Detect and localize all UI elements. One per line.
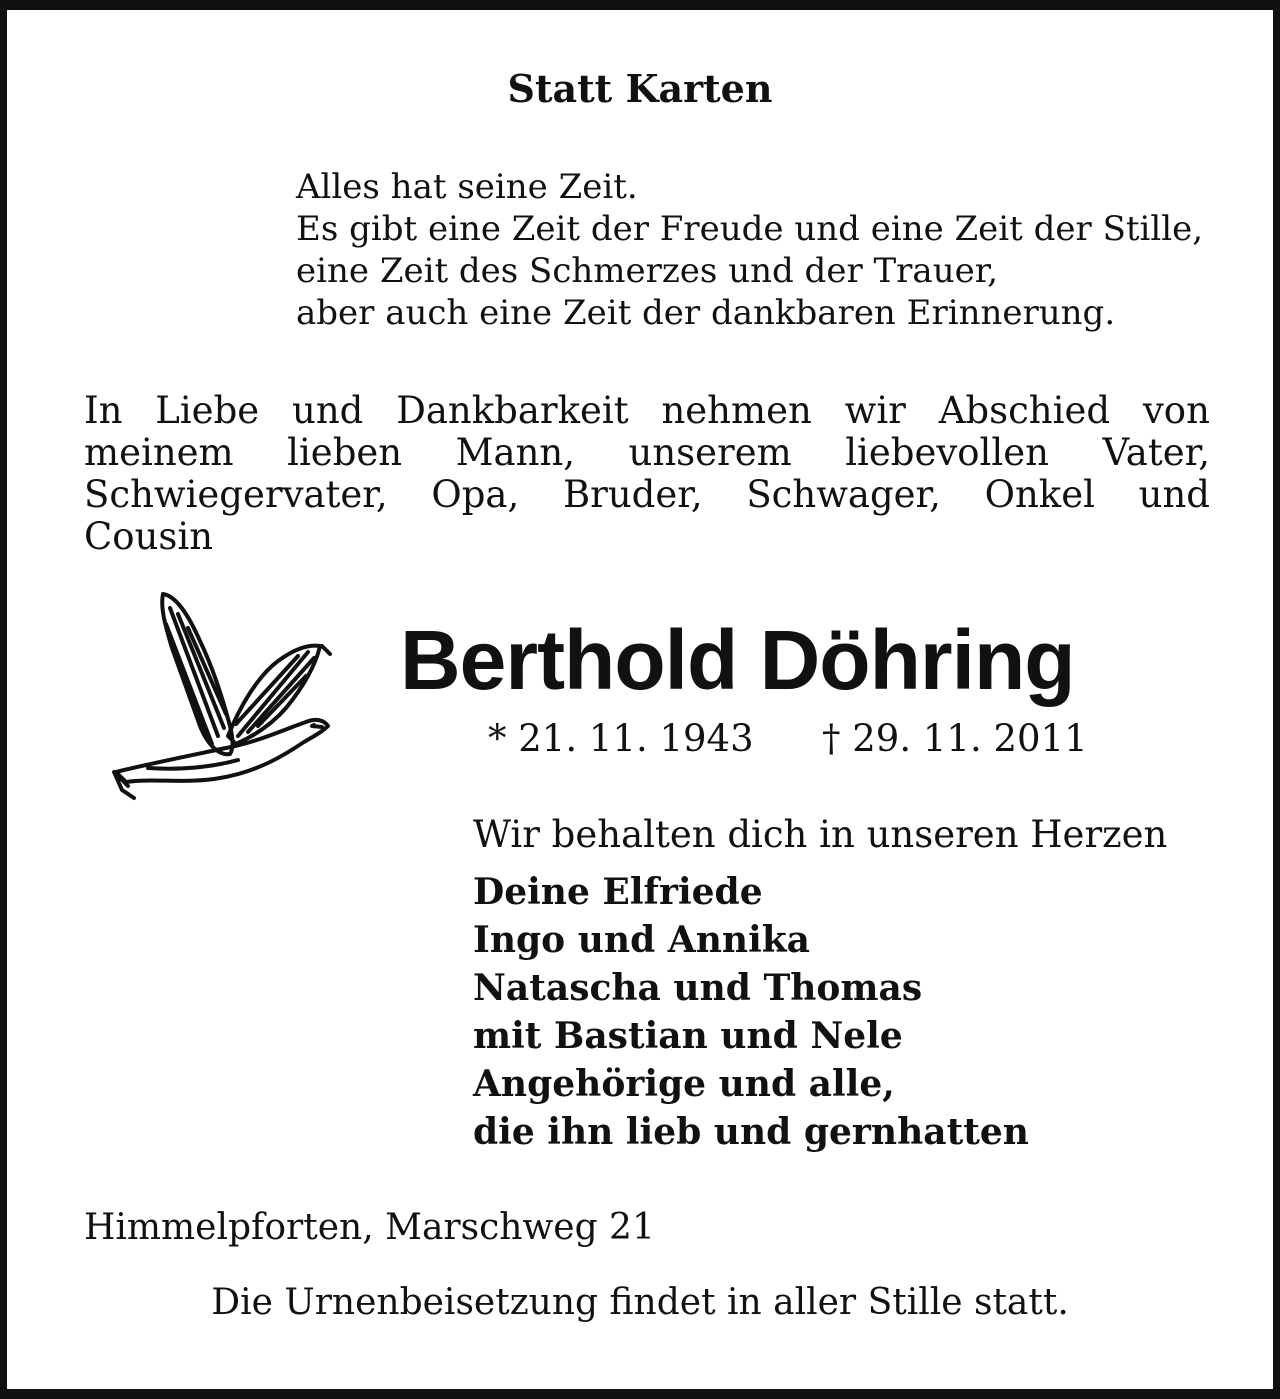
intro-word: Schwiegervater,: [84, 473, 388, 516]
intro-line: [84, 516, 1210, 558]
intro-word: Bruder,: [562, 473, 703, 516]
intro-word: nehmen: [661, 389, 812, 432]
intro-word: Dankbarkeit: [396, 389, 629, 432]
family-line: mit Bastian und Nele: [473, 1015, 903, 1057]
intro-word: meinem: [84, 431, 234, 474]
intro-word: Mann,: [455, 431, 575, 474]
death-date: † 29. 11. 2011: [822, 717, 1088, 760]
intro-word: und: [292, 389, 364, 432]
intro-text: [84, 390, 1210, 558]
intro-word: Liebe: [155, 389, 260, 432]
header-title: Statt Karten: [507, 66, 773, 111]
address: Himmelpforten, Marschweg 21: [84, 1207, 655, 1248]
poem-line: aber auch eine Zeit der dankbaren Erinnerung.: [296, 293, 1116, 333]
intro-word: Onkel: [984, 473, 1095, 516]
intro-line: [84, 474, 1210, 516]
keep-in-hearts-text: Wir behalten dich in unseren Herzen: [473, 813, 1168, 856]
poem: [296, 166, 1203, 334]
intro-word: und: [1138, 473, 1210, 516]
poem-line: eine Zeit des Schmerzes und der Trauer,: [296, 251, 999, 291]
intro-word: unserem: [628, 431, 792, 474]
family-line: die ihn lieb und gernhatten: [473, 1111, 1029, 1153]
intro-word: liebevollen: [845, 431, 1049, 474]
family-line: Natascha und Thomas: [473, 967, 923, 1009]
intro-word: lieben: [287, 431, 403, 474]
intro-line: [84, 432, 1210, 474]
family-signatures: [473, 868, 1029, 1156]
intro-word: Opa,: [431, 473, 520, 516]
family-line: Angehörige und alle,: [473, 1063, 895, 1105]
birth-date: * 21. 11. 1943: [488, 717, 754, 760]
deceased-name: Berthold Döhring: [400, 613, 1075, 707]
burial-notice: Die Urnenbeisetzung findet in aller Stille statt.: [211, 1282, 1069, 1323]
family-line: Deine Elfriede: [473, 871, 763, 913]
intro-word: wir: [844, 389, 906, 432]
intro-word: Schwager,: [746, 473, 941, 516]
intro-word: von: [1142, 389, 1210, 432]
dove-icon: [108, 586, 333, 801]
family-line: Ingo und Annika: [473, 919, 811, 961]
intro-word: In: [84, 389, 123, 432]
intro-word: Cousin: [84, 515, 214, 558]
poem-line: Alles hat seine Zeit.: [296, 167, 638, 207]
intro-line: [84, 390, 1210, 432]
intro-word: Abschied: [938, 389, 1111, 432]
poem-line: Es gibt eine Zeit der Freude und eine Zeit der Stille,: [296, 209, 1204, 249]
intro-word: Vater,: [1102, 431, 1210, 474]
